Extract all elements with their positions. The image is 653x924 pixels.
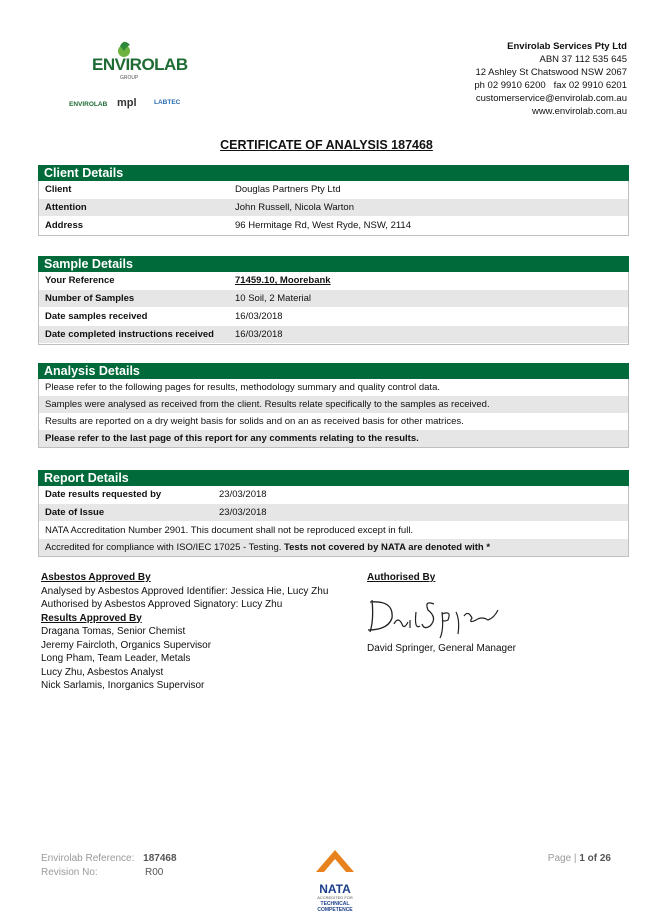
company-email[interactable]: customerservice@envirolab.com.au (475, 93, 627, 104)
table-row (39, 290, 628, 308)
nata-sub3: COMPETENCE (317, 907, 353, 913)
nata-note: NATA Accreditation Number 2901. This document shall not be reproduced except in full. (45, 525, 414, 536)
signature-image (364, 590, 504, 640)
page-label: Page | (547, 853, 577, 864)
row-label: Date samples received (39, 308, 229, 326)
footer-rev (41, 867, 98, 878)
authoriser-name: David Springer, General Manager (367, 643, 516, 654)
table-row (39, 326, 628, 344)
row-label: Date completed instructions received (39, 326, 229, 344)
row-label: Attention (39, 199, 229, 217)
row-label: Number of Samples (39, 290, 229, 308)
approver-name: Jeremy Faircloth, Organics Supervisor (41, 639, 212, 651)
report-details-heading: Report Details (38, 470, 629, 486)
logo-text: ENVIROLAB (92, 55, 188, 74)
company-website[interactable]: www.envirolab.com.au (531, 106, 627, 117)
approver-name: Nick Sarlamis, Inorganics Supervisor (41, 680, 205, 691)
nata-chevron-icon (312, 848, 358, 878)
nata-text: NATA (319, 882, 351, 896)
company-name: Envirolab Services Pty Ltd (507, 41, 627, 52)
analysis-line: Samples were analysed as received from the client. Results relate specifically to the samples as received. (39, 396, 628, 413)
approver-name: Lucy Zhu, Asbestos Analyst (41, 666, 164, 678)
row-value: 23/03/2018 (213, 504, 628, 522)
analysis-line: Please refer to the last page of this report for any comments relating to the results. (39, 430, 628, 447)
nata-logo (312, 848, 358, 918)
footer-ref (41, 853, 177, 864)
report-details-table (39, 486, 628, 522)
analysis-line: Results are reported on a dry weight basis for solids and on an as received basis for other matrices. (45, 416, 464, 427)
sample-details-heading: Sample Details (38, 256, 629, 272)
row-value: 16/03/2018 (229, 326, 628, 344)
row-value: Douglas Partners Pty Ltd (229, 181, 628, 199)
asbestos-line: Analysed by Asbestos Approved Identifier: Jessica Hie, Lucy Zhu (41, 585, 329, 597)
sample-details-table (39, 272, 628, 344)
table-row (39, 199, 628, 217)
row-value: 71459.10, Moorebank (229, 272, 628, 290)
client-details-section (38, 165, 629, 236)
table-row (39, 504, 628, 522)
table-row (39, 486, 628, 504)
rev-value: R00 (145, 867, 164, 878)
client-details-table (39, 181, 628, 235)
row-value: 23/03/2018 (213, 486, 628, 504)
company-block (474, 40, 627, 118)
row-label: Address (39, 217, 229, 235)
asbestos-line: Authorised by Asbestos Approved Signatory: Lucy Zhu (41, 599, 283, 610)
page-title: CERTIFICATE OF ANALYSIS 187468 (220, 138, 433, 152)
asbestos-heading: Asbestos Approved By (41, 572, 151, 583)
table-row (39, 272, 628, 290)
row-value: 96 Hermitage Rd, West Ryde, NSW, 2114 (229, 217, 628, 235)
table-row (39, 308, 628, 326)
row-label: Date of Issue (39, 504, 213, 522)
accredited-text: Accredited for compliance with ISO/IEC 17025 - Testing. (45, 542, 282, 553)
company-address: 12 Ashley St Chatswood NSW 2067 (475, 67, 627, 78)
analysis-details-section (38, 363, 629, 448)
approver-name: Dragana Tomas, Senior Chemist (41, 626, 186, 637)
sample-details-section (38, 256, 629, 345)
report-details-section (38, 470, 629, 557)
company-phone: ph 02 9910 6200 fax 02 9910 6201 (474, 80, 627, 91)
row-label: Date results requested by (39, 486, 213, 504)
analysis-line: Please refer to the following pages for results, methodology summary and quality control data. (45, 382, 440, 393)
nata-sub1: ACCREDITED FOR (317, 895, 353, 900)
authorised-heading: Authorised By (367, 572, 436, 583)
company-abn: ABN 37 112 535 645 (539, 54, 627, 65)
sub-logo-labtec: LABTEC (154, 99, 181, 106)
table-row (39, 181, 628, 199)
ref-label: Envirolab Reference: (41, 853, 135, 864)
page-number (548, 853, 611, 864)
row-label: Your Reference (39, 272, 229, 290)
analysis-details-heading: Analysis Details (38, 363, 629, 379)
approver-name: Long Pham, Team Leader, Metals (41, 653, 191, 664)
accredited-bold-text: Tests not covered by NATA are denoted with * (284, 542, 491, 553)
page-value: 1 of 26 (579, 853, 611, 864)
row-label: Client (39, 181, 229, 199)
client-details-heading: Client Details (38, 165, 629, 181)
sub-logo-envirolab: ENVIROLAB (69, 101, 108, 108)
row-value: 10 Soil, 2 Material (229, 290, 628, 308)
approvals-block (41, 571, 328, 693)
ref-value: 187468 (143, 853, 177, 864)
row-value: John Russell, Nicola Warton (229, 199, 628, 217)
sub-logo-mpl: mpl (117, 97, 137, 109)
table-row (39, 217, 628, 235)
nata-sub2: TECHNICAL (320, 901, 350, 907)
rev-label: Revision No: (41, 867, 98, 878)
results-approved-heading: Results Approved By (41, 612, 142, 624)
accredited-note (39, 539, 628, 556)
row-value: 16/03/2018 (229, 308, 628, 326)
logo-subtext: GROUP (120, 75, 139, 81)
